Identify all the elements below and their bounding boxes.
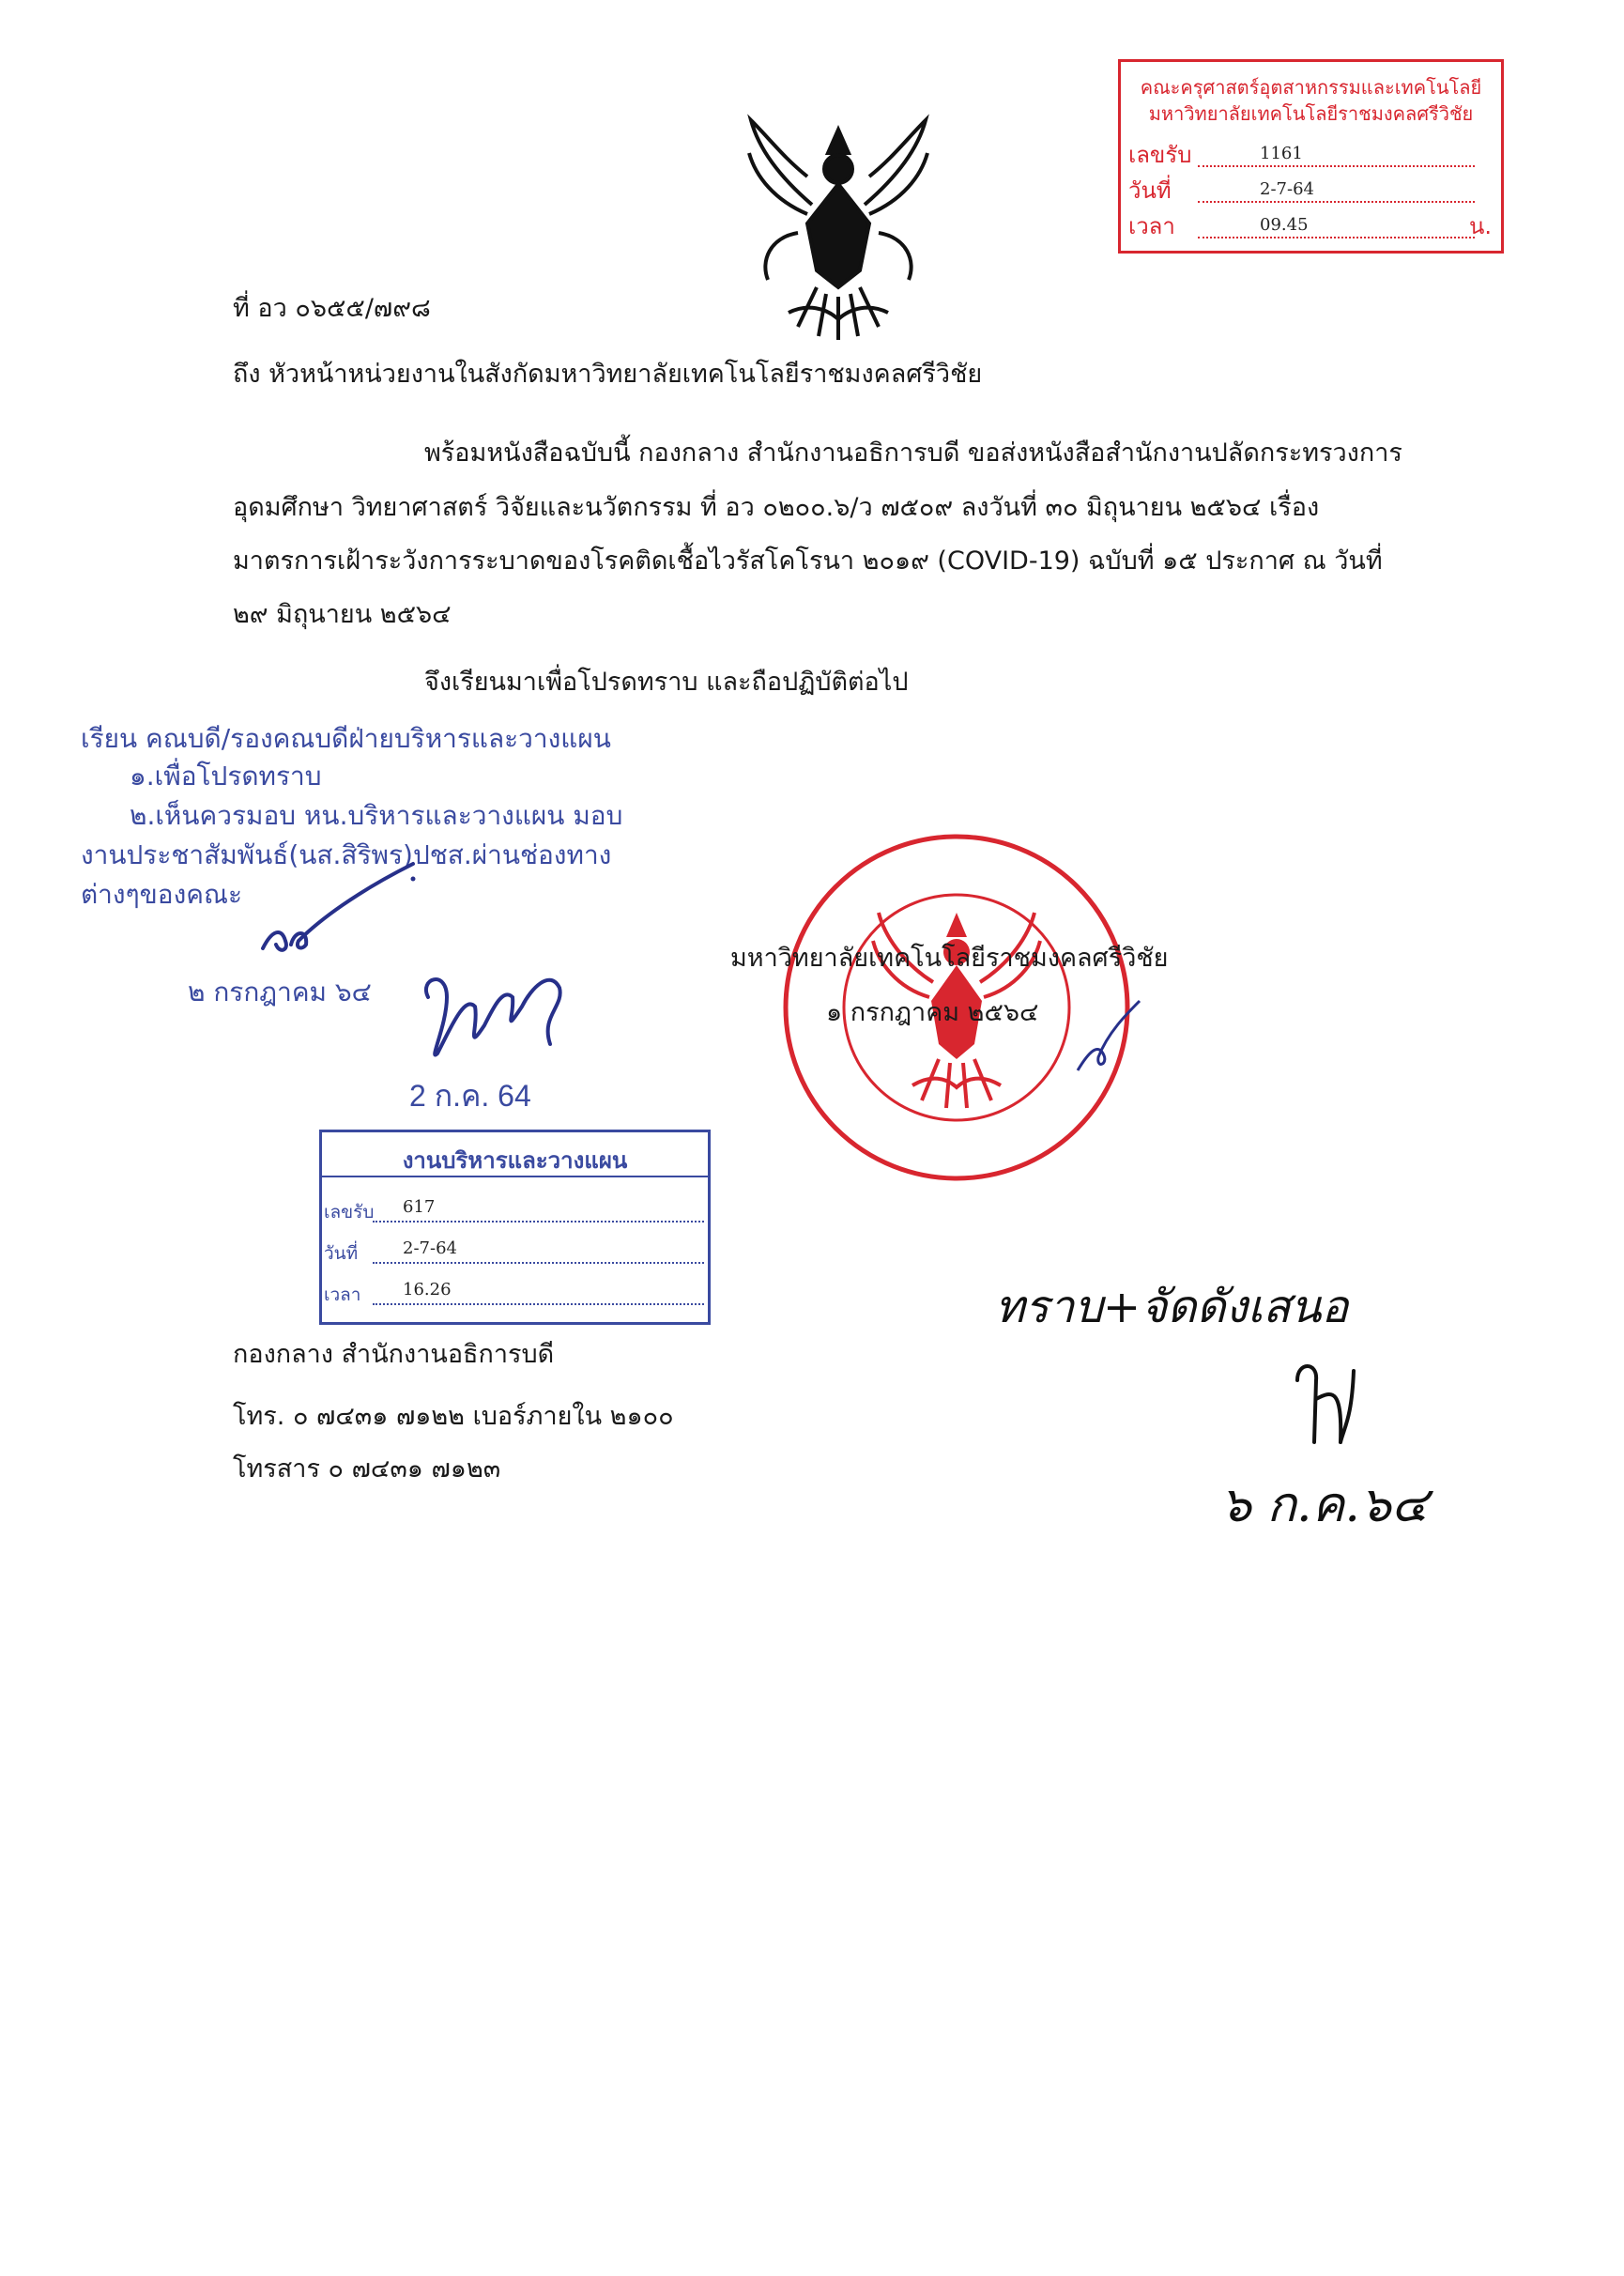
- handwritten-signature: [1286, 1352, 1361, 1455]
- note-line-5: ต่างๆของคณะ: [81, 879, 242, 910]
- date-label: วันที่: [1128, 177, 1172, 204]
- office-name: กองกลาง สำนักงานอธิการบดี: [233, 1340, 555, 1369]
- dotted-line: [1198, 237, 1475, 238]
- receive-time: 16.26: [403, 1280, 452, 1299]
- body-line-4: ๒๙ มิถุนายน ๒๕๖๔: [233, 600, 452, 629]
- dotted-line: [1198, 165, 1475, 167]
- garuda-emblem: [742, 111, 935, 347]
- receive-number: 1161: [1260, 144, 1303, 163]
- time-label: เวลา: [324, 1284, 361, 1305]
- sender-date: ๑ กรกฎาคม ๒๕๖๔: [826, 998, 1039, 1027]
- reference-number: ที่ อว ๐๖๕๕/๗๙๘: [233, 294, 431, 323]
- receive-date: 2-7-64: [1260, 179, 1314, 199]
- stamp-time-row: [1128, 214, 1492, 244]
- note-line-3: ๒.เห็นควรมอบ หน.บริหารและวางแผน มอบ: [130, 800, 623, 831]
- recipient-line: ถึง หัวหน้าหน่วยงานในสังกัดมหาวิทยาลัยเทคโนโลยีราชมงคลศรีวิชัย: [233, 360, 983, 389]
- time-label: เวลา: [1128, 213, 1175, 239]
- planning-date-row: [324, 1236, 706, 1268]
- phone-number: โทร. ๐ ๗๔๓๑ ๗๑๒๒ เบอร์ภายใน ๒๑๐๐: [233, 1402, 674, 1431]
- stamp-university-title: มหาวิทยาลัยเทคโนโลยีราชมงคลศรีวิชัย: [1148, 102, 1474, 125]
- time-suffix: น.: [1468, 213, 1492, 239]
- blue-initials: [1070, 995, 1145, 1080]
- handwritten-date: ๖ ก.ค.๖๔: [1220, 1477, 1429, 1533]
- stamp-faculty-title: คณะครุศาสตร์อุตสาหกรรมและเทคโนโลยี: [1140, 76, 1482, 99]
- planning-stamp-title: งานบริหารและวางแผน: [402, 1147, 628, 1174]
- note-line-1: เรียน คณบดี/รองคณบดีฝ่ายบริหารและวางแผน: [81, 723, 611, 754]
- receive-time: 09.45: [1260, 215, 1309, 235]
- fax-number: โทรสาร ๐ ๗๔๓๑ ๗๑๒๓: [233, 1454, 501, 1484]
- planning-receipt-stamp: [319, 1130, 711, 1325]
- signature-date: 2 ก.ค. 64: [409, 1079, 531, 1113]
- dotted-line: [373, 1262, 704, 1264]
- dotted-line: [1198, 201, 1475, 203]
- note-line-2: ๑.เพื่อโปรดทราบ: [130, 761, 322, 792]
- date-label: วันที่: [324, 1243, 359, 1264]
- stamp-date-row: [1128, 178, 1492, 208]
- body-line-3: มาตรการเฝ้าระวังการระบาดของโรคติดเชื้อไวรัสโคโรนา ๒๐๑๙ (COVID-19) ฉบับที่ ๑๕ ประกาศ ณ วันที่: [233, 546, 1383, 576]
- blue-signature: [253, 854, 422, 958]
- planning-time-row: [324, 1277, 706, 1309]
- body-line-1: พร้อมหนังสือฉบับนี้ กองกลาง สำนักงานอธิการบดี ขอส่งหนังสือสำนักงานปลัดกระทรวงการ: [424, 438, 1402, 468]
- faculty-receipt-stamp: [1118, 59, 1504, 254]
- receive-label: เลขรับ: [1128, 142, 1192, 168]
- stamp-divider: [322, 1176, 708, 1177]
- receive-number: 617: [403, 1197, 436, 1217]
- dotted-line: [373, 1221, 704, 1223]
- planning-receive-row: [324, 1194, 706, 1226]
- stamp-receive-row: [1128, 143, 1492, 173]
- handwritten-approval: ทราบ+จัดดังเสนอ: [995, 1281, 1349, 1333]
- note-line-4: งานประชาสัมพันธ์(นส.สิริพร)ปชส.ผ่านช่องทาง: [81, 839, 612, 870]
- receive-date: 2-7-64: [403, 1238, 457, 1258]
- body-line-2: อุดมศึกษา วิทยาศาสตร์ วิจัยและนวัตกรรม ที่ อว ๐๒๐๐.๖/ว ๗๕๐๙ ลงวันที่ ๓๐ มิถุนายน ๒๕๖๔ เรื่อง: [233, 493, 1320, 522]
- closing-line: จึงเรียนมาเพื่อโปรดทราบ และถือปฏิบัติต่อไป: [424, 668, 909, 697]
- blue-signature-2: [409, 960, 569, 1072]
- note-date: ๒ กรกฎาคม ๖๔: [188, 977, 372, 1007]
- receive-label: เลขรับ: [324, 1202, 375, 1223]
- dotted-line: [373, 1303, 704, 1305]
- sender-organization: มหาวิทยาลัยเทคโนโลยีราชมงคลศรีวิชัย: [730, 944, 1169, 973]
